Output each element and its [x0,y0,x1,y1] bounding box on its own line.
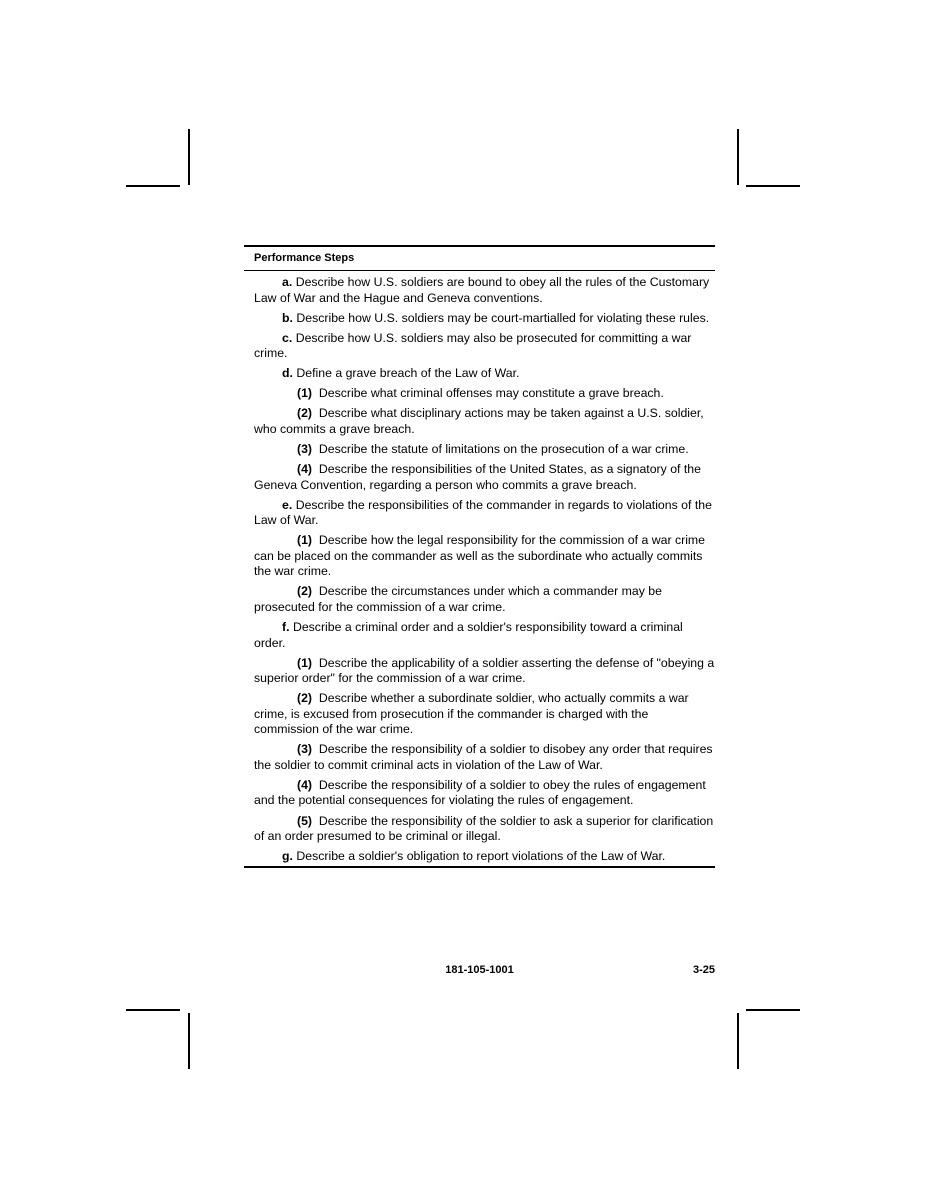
step-marker: (1) [297,533,313,548]
step-marker: (2) [297,406,313,421]
step-text: Describe the responsibility of the soldier to ask a superior for clarification of an order presumed to be criminal or illegal. [254,813,714,843]
list-item [254,778,715,809]
crop-mark-bottom-right-horizontal [746,1009,800,1011]
crop-mark-bottom-left-vertical [188,1013,190,1069]
section-bottom-rule [244,866,715,868]
step-marker: d. [282,366,293,381]
list-item [254,406,715,437]
step-marker: (5) [297,813,313,828]
list-item [254,656,715,687]
page-footer [244,964,715,978]
crop-mark-bottom-right-vertical [737,1013,739,1069]
list-item [254,275,715,306]
section-title: Performance Steps [254,252,355,264]
step-text: Describe whether a subordinate soldier, who actually commits a war crime, is excused from prosecution if the commander is charged with the commission of the war crime. [254,691,689,737]
list-item [254,331,715,362]
step-marker: e. [282,497,293,512]
step-text: Describe the statute of limitations on the prosecution of a war crime. [318,442,689,457]
crop-mark-bottom-left-horizontal [126,1009,180,1011]
list-item [254,533,715,580]
step-marker: c. [282,330,293,345]
step-text: Describe a soldier's obligation to report violations of the Law of War. [296,849,666,864]
step-marker: g. [282,849,293,864]
list-item [254,366,715,382]
step-marker: (2) [297,584,313,599]
step-marker: b. [282,310,293,325]
crop-mark-top-left-vertical [188,129,190,185]
list-item [254,620,715,651]
step-text: Describe how U.S. soldiers are bound to obey all the rules of the Customary Law of War and the Hague and Geneva conventions. [254,275,710,305]
list-item [254,584,715,615]
list-item [254,691,715,738]
step-text: Describe how U.S. soldiers may also be prosecuted for committing a war crime. [254,330,692,361]
step-text: Describe what disciplinary actions may be taken against a U.S. soldier, who commits a grave breach. [254,406,704,436]
step-marker: (4) [297,462,313,477]
step-marker: (3) [297,742,313,757]
step-text: Describe the circumstances under which a commander may be prosecuted for the commission of a war crime. [254,584,662,614]
step-text: Describe the responsibilities of the United States, as a signatory of the Geneva Convention, regarding a person who commits a grave breach. [254,462,701,492]
step-text: Describe the applicability of a soldier asserting the defense of "obeying a superior order" for the commission of a war crime. [254,655,715,686]
step-text: Describe a criminal order and a soldier's responsibility toward a criminal order. [254,620,683,650]
step-text: Describe how the legal responsibility for the commission of a war crime can be placed on the commander as well as the subordinate who actually commits the war crime. [254,533,706,579]
step-text: Describe what criminal offenses may constitute a grave breach. [318,386,664,401]
list-item [254,462,715,493]
step-marker: (2) [297,691,313,706]
list-item [254,849,715,865]
page-number: 3-25 [692,964,715,976]
step-marker: (1) [297,655,313,670]
list-item [254,498,715,529]
document-id: 181-105-1001 [445,964,514,976]
step-text: Describe the responsibility of a soldier to disobey any order that requires the soldier to commit criminal acts in violation of the Law of War. [254,742,713,772]
crop-mark-top-right-horizontal [746,185,800,187]
performance-steps-section [244,245,715,868]
step-marker: (4) [297,777,313,792]
crop-mark-top-left-horizontal [126,185,180,187]
step-marker: (1) [297,386,313,401]
crop-mark-top-right-vertical [737,129,739,185]
step-text: Define a grave breach of the Law of War. [296,366,520,381]
step-marker: a. [282,275,293,289]
step-text: Describe the responsibility of a soldier to obey the rules of engagement and the potential consequences for violating the rules of engagement. [254,777,706,808]
list-item [254,442,715,458]
list-item [254,814,715,845]
list-item [254,386,715,402]
step-marker: f. [282,620,290,635]
step-marker: (3) [297,442,313,457]
step-text: Describe how U.S. soldiers may be court-martialled for violating these rules. [296,310,710,325]
steps-list [244,271,715,865]
step-text: Describe the responsibilities of the commander in regards to violations of the Law of War. [254,497,712,528]
list-item [254,742,715,773]
list-item [254,311,715,327]
